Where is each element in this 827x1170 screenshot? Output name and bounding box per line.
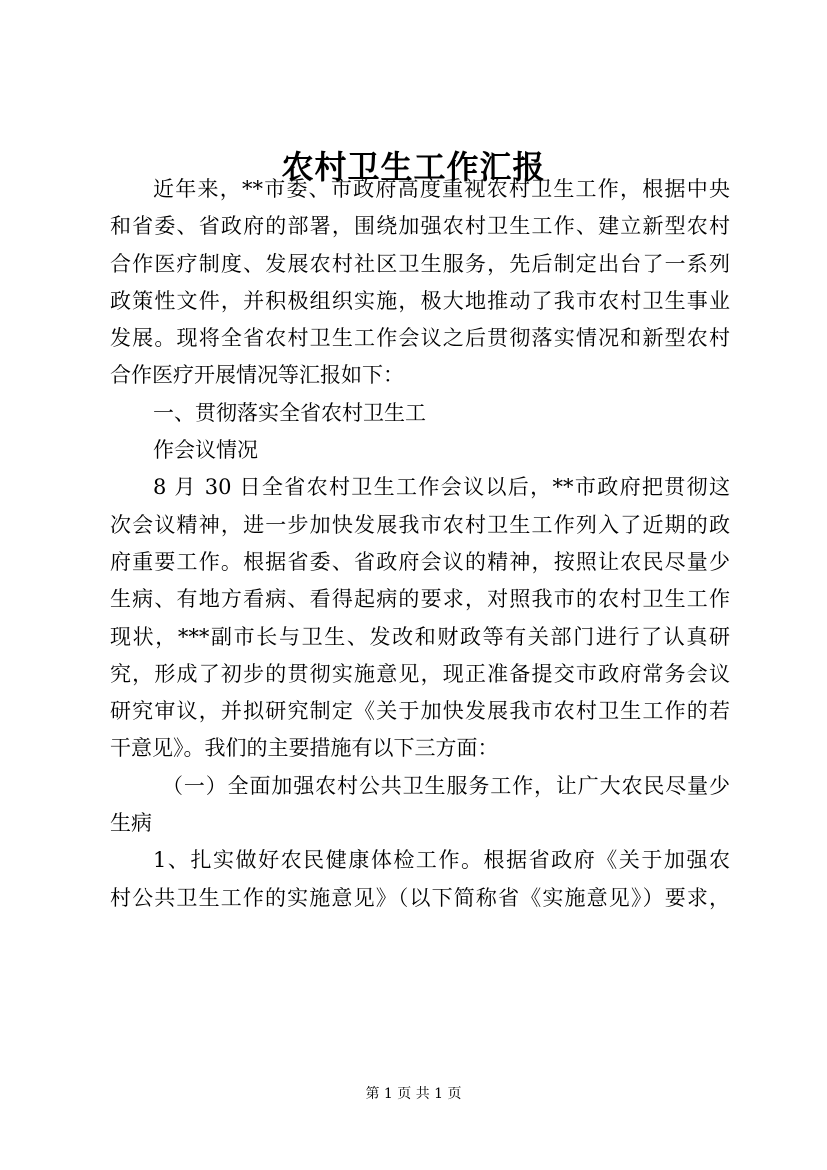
body-line: 近年来，**市委、市政府高度重视农村卫生工作，根据中央 [153, 177, 730, 201]
document-body [110, 171, 730, 917]
section-heading-line: 作会议情况 [153, 438, 258, 463]
body-line: 生病、有地方看病、看得起病的要求，对照我市的农村卫生工作 [110, 587, 730, 612]
document-title: 农村卫生工作汇报 [281, 148, 546, 186]
page-footer: 第 1 页 共 1 页 [365, 1086, 462, 1102]
body-line: 发展。现将全省农村卫生工作会议之后贯彻落实情况和新型农村 [110, 326, 730, 351]
body-line: 8 月 30 日全省农村卫生工作会议以后，**市政府把贯彻这 [153, 475, 730, 500]
body-line: 次会议精神，进一步加快发展我市农村卫生工作列入了近期的政 [110, 512, 730, 537]
body-line: 和省委、省政府的部署，围绕加强农村卫生工作、建立新型农村 [110, 214, 730, 239]
body-line: 合作医疗制度、发展农村社区卫生服务，先后制定出台了一系列 [110, 251, 730, 276]
subsection-heading-line: 生病 [110, 811, 152, 836]
body-line: 合作医疗开展情况等汇报如下： [110, 363, 404, 388]
body-line: 干意见》。我们的主要措施有以下三方面： [110, 736, 499, 761]
body-line: 现状，***副市长与卫生、发改和财政等有关部门进行了认真研 [110, 624, 730, 649]
body-line: 府重要工作。根据省委、省政府会议的精神，按照让农民尽量少 [110, 549, 730, 574]
body-line: 研究审议，并拟研究制定《关于加快发展我市农村卫生工作的若 [110, 699, 730, 724]
body-line: 1、扎实做好农民健康体检工作。根据省政府《关于加强农 [153, 848, 730, 873]
body-line: 究，形成了初步的贯彻实施意见，现正准备提交市政府常务会议 [110, 661, 730, 686]
body-line: 政策性文件，并积极组织实施，极大地推动了我市农村卫生事业 [110, 288, 730, 313]
subsection-heading-line: （一）全面加强农村公共卫生服务工作，让广大农民尽量少 [162, 773, 730, 798]
body-line: 村公共卫生工作的实施意见》（以下简称省《实施意见》）要求， [110, 885, 730, 910]
section-heading-line: 一、贯彻落实全省农村卫生工 [153, 400, 426, 425]
